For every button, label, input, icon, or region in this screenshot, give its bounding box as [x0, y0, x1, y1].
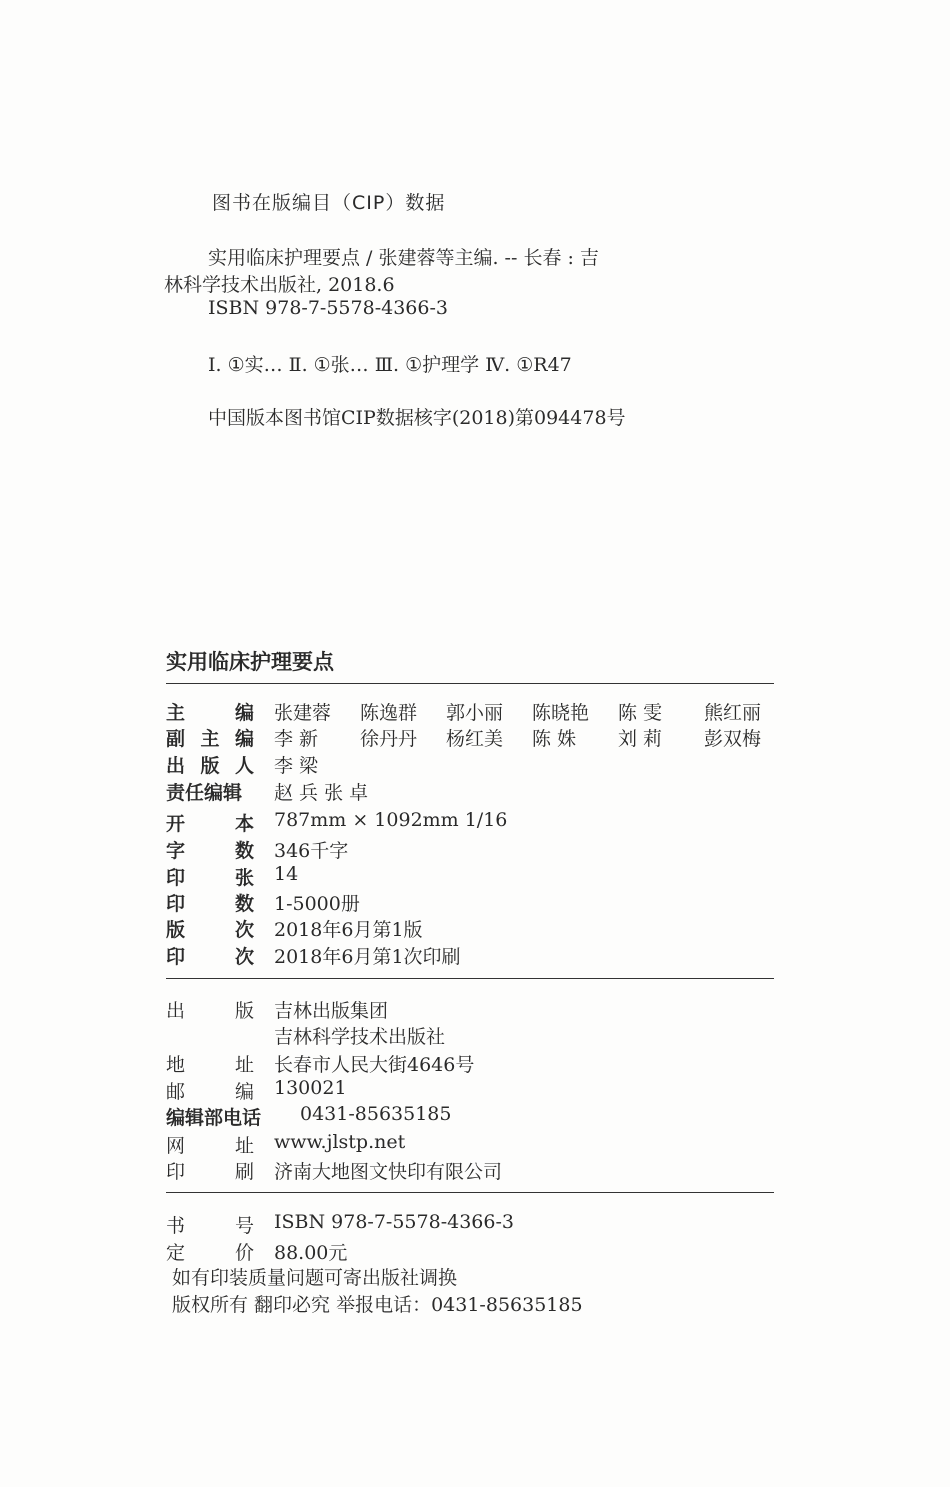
chief-editor: 陈逸群 [360, 702, 418, 724]
cip-line-2: 林科学技术出版社, 2018.6 [164, 274, 395, 296]
spec-label: 版 次 [166, 919, 254, 941]
cip-isbn: ISBN 978-7-5578-4366-3 [208, 297, 448, 319]
phone-label: 编辑部电话 [166, 1107, 262, 1129]
website-label: 网 址 [166, 1135, 254, 1157]
chief-editor: 熊红丽 [704, 702, 762, 724]
cip-line-1: 实用临床护理要点 / 张建蓉等主编. -- 长春 : 吉 [208, 247, 599, 269]
spec-label: 开 本 [166, 813, 254, 835]
deputy-editor: 陈 姝 [532, 728, 577, 750]
copyright-line: 版权所有 翻印必究 举报电话：0431-85635185 [172, 1294, 583, 1316]
cip-classification: Ⅰ. ①实… Ⅱ. ①张… Ⅲ. ①护理学 Ⅳ. ①R47 [208, 354, 572, 376]
deputy-editors-label: 副 主 编 [166, 728, 254, 750]
spec-label: 印 数 [166, 893, 254, 915]
chief-editor: 张建蓉 [274, 702, 332, 724]
phone: 0431-85635185 [300, 1103, 452, 1125]
printer: 济南大地图文快印有限公司 [274, 1161, 503, 1183]
book-title: 实用临床护理要点 [166, 650, 334, 674]
publisher-person-label: 出 版 人 [166, 755, 254, 777]
chief-editor: 陈 雯 [618, 702, 663, 724]
divider-middle [166, 978, 774, 979]
divider-top [166, 683, 774, 684]
spec-label: 印 次 [166, 946, 254, 968]
address-label: 地 址 [166, 1054, 254, 1076]
spec-label: 字 数 [166, 840, 254, 862]
publisher-person: 李 梁 [274, 755, 319, 777]
publisher-label: 出 版 [166, 1000, 254, 1022]
publisher-house: 吉林科学技术出版社 [274, 1026, 446, 1048]
cip-record-number: 中国版本图书馆CIP数据核字(2018)第094478号 [208, 407, 626, 429]
publisher-group: 吉林出版集团 [274, 1000, 389, 1022]
spec-wordcount: 346千字 [274, 840, 349, 862]
cip-title: 图书在版编目（CIP）数据 [212, 192, 446, 214]
price-label: 定 价 [166, 1242, 254, 1264]
chief-editor: 陈晓艳 [532, 702, 590, 724]
spec-format: 787mm × 1092mm 1/16 [274, 809, 508, 831]
deputy-editor: 刘 莉 [618, 728, 663, 750]
spec-edition: 2018年6月第1版 [274, 919, 423, 941]
spec-label: 印 张 [166, 867, 254, 889]
printer-label: 印 刷 [166, 1161, 254, 1183]
deputy-editor: 杨红美 [446, 728, 504, 750]
price: 88.00元 [274, 1242, 348, 1264]
address: 长春市人民大街4646号 [274, 1054, 475, 1076]
deputy-editor: 徐丹丹 [360, 728, 418, 750]
divider-bottom [166, 1192, 774, 1193]
responsible-editors: 赵 兵 张 卓 [274, 782, 369, 804]
chief-editor: 郭小丽 [446, 702, 504, 724]
spec-print-run: 1-5000册 [274, 893, 360, 915]
spec-sheets: 14 [274, 863, 299, 885]
isbn: ISBN 978-7-5578-4366-3 [274, 1211, 514, 1233]
chief-editors-label: 主 编 [166, 702, 254, 724]
spec-printing: 2018年6月第1次印刷 [274, 946, 461, 968]
deputy-editor: 李 新 [274, 728, 319, 750]
postcode: 130021 [274, 1077, 347, 1099]
responsible-editor-label: 责任编辑 [166, 782, 243, 804]
isbn-label: 书 号 [166, 1215, 254, 1237]
deputy-editor: 彭双梅 [704, 728, 762, 750]
quality-notice: 如有印装质量问题可寄出版社调换 [172, 1267, 458, 1289]
website: www.jlstp.net [274, 1131, 406, 1153]
postcode-label: 邮 编 [166, 1081, 254, 1103]
